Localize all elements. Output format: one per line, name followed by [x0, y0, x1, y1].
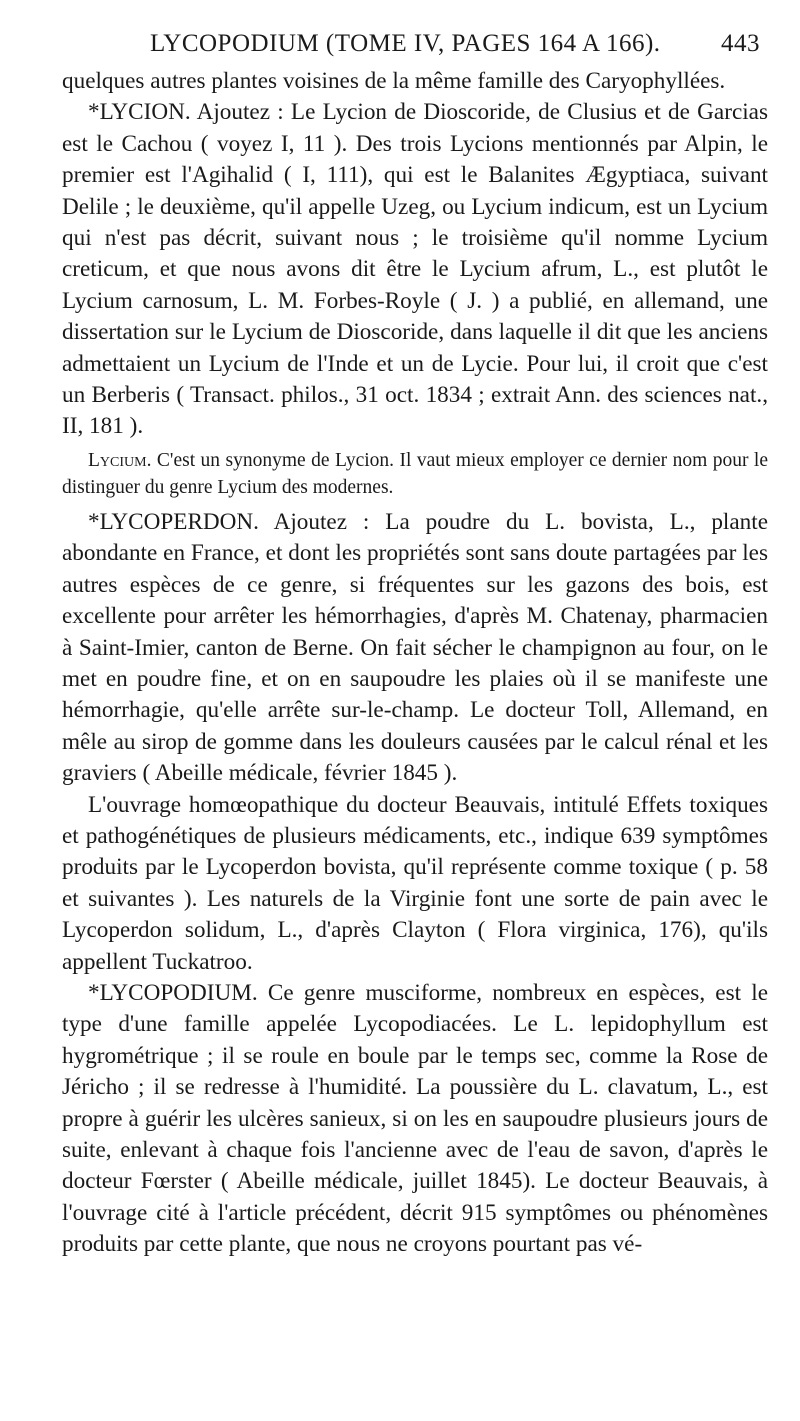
entry-text: Ajoutez : La poudre du L. bovista, L., plante abondante en France, et dont les propriétés sont sans doute partagées par les autres espèces de ce genre, si fréquentes sur les gazons des bois, est excellente pour arrêter les hémorrhagies, d'après M. Chatenay, pharmacien à Saint-Imier, canton de Berne. On fait sécher le champignon au four, on le met en poudre fine, et on en saupoudre les plaies où il se manifeste une hémorrhagie, qu'elle arrête sur-le-champ. Le docteur Toll, Allemand, en mêle au sirop de gomme dans les douleurs causées par le calcul rénal et les graviers ( Abeille médicale, février 1845 ). [62, 508, 768, 787]
paragraph-caryophyllees: quelques autres plantes voisines de la même famille des Caryophyllées. [62, 68, 726, 94]
entry-text: Ajoutez : Le Lycion de Dioscoride, de Clusius et de Garcias est le Cachou ( voyez I, 11 ). Des trois Lycions mentionnés par Alpin, le premier est l'Agihalid ( I, 111), qui est le Balanites Ægyptiaca, suivant Delile ; le deuxième, qu'il appelle Uzeg, ou Lycium indicum, est un Lycium qui n'est pas décrit, suivant nous ; le troisième qu'il nomme Lycium creticum, et que nous avons dit être le Lycium afrum, L., est plutôt le Lycium carnosum, L. M. Forbes-Royle ( J. ) a publié, en allemand, une dissertation sur le Lycium de Dioscoride, dans laquelle il dit que les anciens admettaient un Lycium de l'Inde et un de Lycie. Pour lui, il croit que c'est un Berberis ( Transact. philos., 31 oct. 1834 ; extrait Ann. des sciences nat., II, 181 ). [62, 99, 768, 440]
running-head [150, 30, 760, 64]
entry-lycopodium [62, 978, 768, 1261]
entry-lycion [62, 97, 768, 442]
entry-lycium [62, 447, 768, 501]
entry-text: C'est un synonyme de Lycion. Il vaut mieux employer ce dernier nom pour le distinguer du genre Lycium des modernes. [62, 449, 768, 498]
running-title: LYCOPODIUM (TOME IV, PAGES 164 A 166). [150, 30, 661, 57]
paragraph-homoeopathique: L'ouvrage homœopathique du docteur Beauvais, intitulé Effets toxiques et pathogénétiques de plusieurs médicaments, etc., indique 639 symptômes produits par le Lycoperdon bovista, qu'il représente comme toxique ( p. 58 et suivantes ). Les naturels de la Virginie font une sorte de pain avec le Lycoperdon solidum, L., d'après Clayton ( Flora virginica, 176), qu'ils appellent Tuckatroo. [62, 791, 768, 975]
entry-text: Ce genre musciforme, nombreux en espèces, est le type d'une famille appelée Lycopodiacées. Le L. lepidophyllum est hygrométrique ; il se roule en boule par le temps sec, comme la Rose de Jéricho ; il se redresse à l'humidité. La poussière du L. clavatum, L., est propre à guérir les ulcères sanieux, si on les en saupoudre plusieurs jours de suite, enlevant à chaque fois l'ancienne avec de l'eau de savon, d'après le docteur Fœrster ( Abeille médicale, juillet 1845). Le docteur Beauvais, à l'ouvrage cité à l'article précédent, décrit 915 symptômes ou phénomènes produits par cette plante, que nous ne croyons pourtant pas vé- [62, 979, 768, 1258]
entry-head: *LYCOPODIUM. [88, 979, 258, 1006]
entry-head: Lycium. [88, 449, 152, 471]
entry-head: *LYCION. [88, 99, 191, 126]
entry-lycoperdon [62, 507, 768, 790]
page-number: 443 [721, 30, 760, 57]
text-body [62, 66, 768, 1261]
entry-head: *LYCOPERDON. [88, 508, 259, 535]
